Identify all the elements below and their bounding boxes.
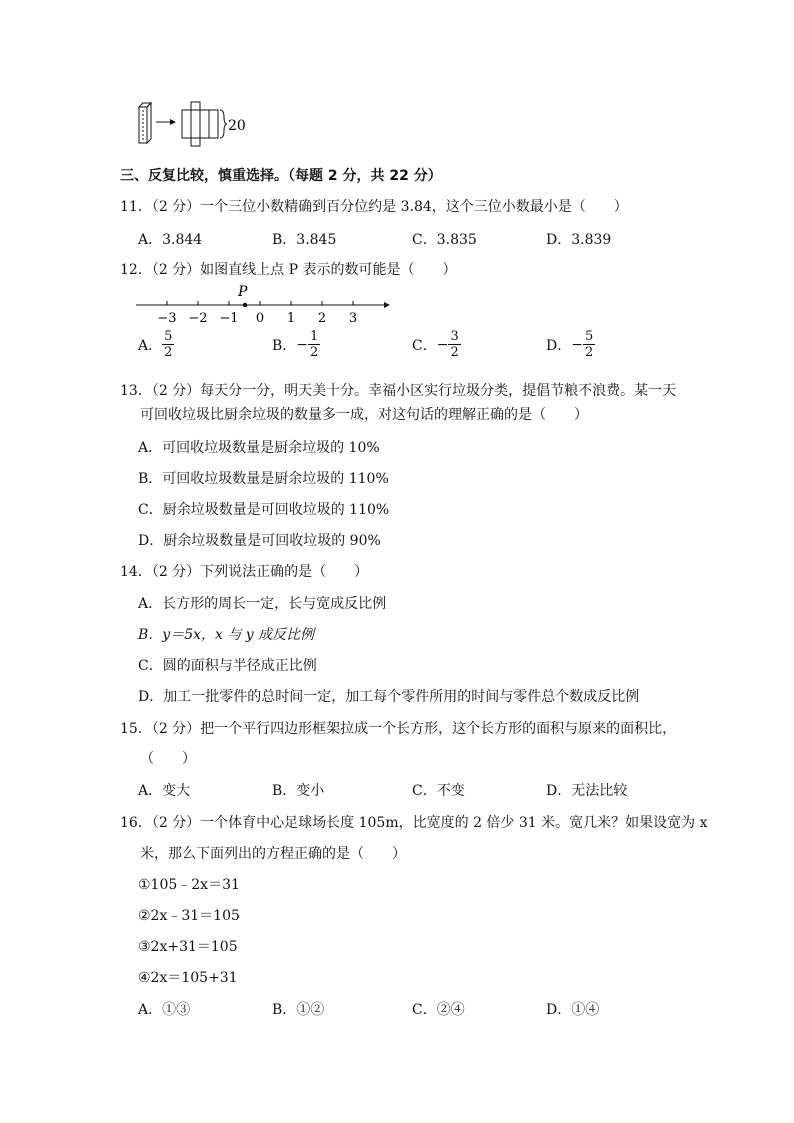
prism-icon [139, 103, 151, 143]
tick-label: 1 [286, 311, 296, 326]
q16-equation-3: ③2x+31＝105 [138, 939, 238, 955]
fraction [583, 330, 595, 359]
q12-stem: 12．（2 分）如图直线上点 P 表示的数可能是（ ） [120, 262, 457, 278]
numerator: 1 [310, 329, 319, 344]
numerator: 5 [584, 329, 594, 344]
option-letter: A． [138, 337, 163, 354]
q11-option-c[interactable]: C．3.835 [412, 232, 477, 248]
q12-option-d[interactable] [546, 330, 595, 359]
numerator: 5 [164, 329, 173, 344]
q16-equation-1: ①105﹣2x＝31 [138, 877, 240, 893]
q11-option-a[interactable]: A．3.844 [138, 232, 203, 248]
q13-stem-line2: 可回收垃圾比厨余垃圾的数量多一成，对这句话的理解正确的是（ ） [140, 407, 588, 423]
tick-label: −2 [188, 311, 208, 326]
figure-label: 20 [228, 118, 246, 134]
tick-label: −1 [219, 311, 239, 326]
q15-stem-line1: 15．（2 分）把一个平行四边形框架拉成一个长方形，这个长方形的面积与原来的面积比， [120, 721, 677, 737]
q14-option-d[interactable]: D．加工一批零件的总时间一定，加工每个零件所用的时间与零件总个数成反比例 [138, 689, 640, 705]
option-letter: C． [412, 337, 437, 354]
numerator: 3 [450, 329, 459, 344]
q13-option-c[interactable]: C．厨余垃圾数量是可回收垃圾的 110% [138, 502, 390, 518]
q14-option-b[interactable]: B．y＝5x，x 与 y 成反比例 [138, 627, 315, 643]
prism-figure [136, 100, 256, 150]
q12-option-b[interactable] [272, 330, 320, 359]
q12-option-a[interactable] [138, 330, 174, 359]
tick-label: 0 [255, 311, 265, 326]
q16-equation-4: ④2x＝105+31 [138, 970, 238, 986]
option-letter: B． [272, 337, 297, 354]
point-p-label: P [238, 284, 248, 300]
q16-option-c[interactable]: C．②④ [412, 1002, 465, 1018]
q16-stem-line2: 米，那么下面列出的方程正确的是（ ） [140, 846, 406, 862]
q15-option-d[interactable]: D．无法比较 [546, 783, 628, 799]
q16-equation-2: ②2x﹣31＝105 [138, 908, 240, 924]
q13-option-b[interactable]: B．可回收垃圾数量是厨余垃圾的 110% [138, 471, 389, 487]
option-sign: − [436, 336, 449, 353]
q15-stem-line2: （ ） [140, 751, 196, 767]
fraction [448, 330, 460, 359]
number-line [130, 280, 400, 326]
denominator: 2 [310, 345, 319, 360]
option-letter: D． [546, 337, 572, 354]
arrowhead-icon [384, 302, 390, 308]
unfolded-net-icon [182, 102, 227, 146]
q11-option-d[interactable]: D．3.839 [546, 232, 612, 248]
q16-stem-line1: 16．（2 分）一个体育中心足球场长度 105m，比宽度的 2 倍少 31 米。宽几米？如果设宽为 x [120, 815, 708, 831]
q15-option-b[interactable]: B．变小 [272, 783, 325, 799]
denominator: 2 [164, 345, 173, 360]
tick-label: 3 [348, 311, 358, 326]
point-p-dot [243, 303, 247, 307]
tick-label: −3 [157, 311, 177, 326]
arrow-icon [156, 119, 176, 125]
q11-option-b[interactable]: B．3.845 [272, 232, 337, 248]
q12-option-c[interactable] [412, 330, 461, 359]
q15-option-c[interactable]: C．不变 [412, 783, 465, 799]
option-sign: − [296, 336, 309, 353]
tick-label: 2 [317, 311, 327, 326]
q13-option-a[interactable]: A．可回收垃圾数量是厨余垃圾的 10% [138, 440, 380, 456]
q16-option-a[interactable]: A．①③ [138, 1002, 191, 1018]
q13-option-d[interactable]: D．厨余垃圾数量是可回收垃圾的 90% [138, 533, 381, 549]
q11-stem: 11．（2 分）一个三位小数精确到百分位约是 3.84，这个三位小数最小是（ ） [120, 199, 628, 215]
fraction [162, 330, 174, 359]
fraction [308, 330, 320, 359]
q16-option-b[interactable]: B．①② [272, 1002, 325, 1018]
q14-option-c[interactable]: C．圆的面积与半径成正比例 [138, 658, 317, 674]
q14-option-a[interactable]: A．长方形的周长一定，长与宽成反比例 [138, 596, 387, 612]
q13-stem-line1: 13．（2 分）每天分一分，明天美十分。幸福小区实行垃圾分类，提倡节粮不浪费。某一天 [120, 383, 677, 399]
option-sign: − [571, 336, 583, 353]
q14-stem: 14．（2 分）下列说法正确的是（ ） [120, 564, 369, 580]
q15-option-a[interactable]: A．变大 [138, 783, 191, 799]
denominator: 2 [584, 345, 594, 360]
q16-option-d[interactable]: D．①④ [546, 1002, 600, 1018]
denominator: 2 [450, 345, 459, 360]
section-title: 三、反复比较，慎重选择。（每题 2 分，共 22 分） [120, 168, 442, 184]
